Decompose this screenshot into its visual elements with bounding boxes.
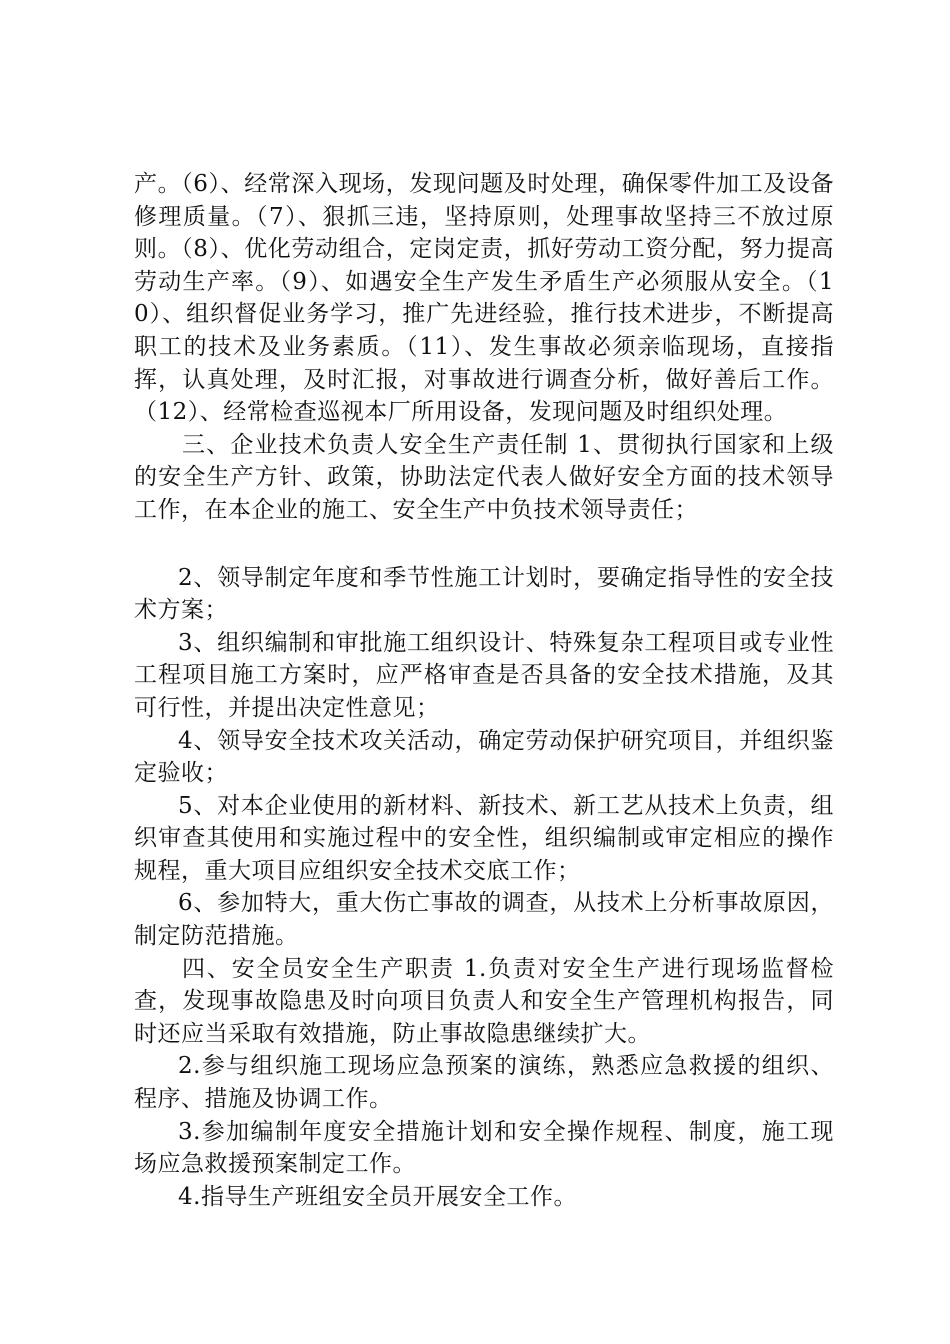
paragraph-item-3: 3、组织编制和审批施工组织设计、特殊复杂工程项目或专业性工程项目施工方案时，应严格审查是否具备的安全技术措施，及其可行性，并提出决定性意见；	[134, 629, 834, 721]
paragraph-safety-item-2: 2.参与组织施工现场应急预案的演练，熟悉应急救援的组织、程序、措施及协调工作。	[134, 1053, 834, 1113]
paragraph-safety-item-3: 3.参加编制年度安全措施计划和安全操作规程、制度，施工现场应急救援预案制定工作。	[134, 1118, 834, 1178]
paragraph-item-6: 6、参加特大，重大伤亡事故的调查，从技术上分析事故原因，制定防范措施。	[134, 890, 834, 950]
paragraph-item-2: 2、领导制定年度和季节性施工计划时，要确定指导性的安全技术方案；	[134, 564, 834, 624]
paragraph-item-4: 4、领导安全技术攻关活动，确定劳动保护研究项目，并组织鉴定验收；	[134, 727, 834, 787]
paragraph-section-4-heading: 四、安全员安全生产职责 1.负责对安全生产进行现场监督检查，发现事故隐患及时向项目负责人和安全生产管理机构报告，同时还应当采取有效措施，防止事故隐患继续扩大。	[134, 955, 834, 1047]
paragraph-item-5: 5、对本企业使用的新材料、新技术、新工艺从技术上负责，组织审查其使用和实施过程中的安全性，组织编制或审定相应的操作规程，重大项目应组织安全技术交底工作；	[134, 792, 834, 884]
document-body	[134, 168, 834, 1213]
paragraph-factory-manager-duties: 产。（6）、经常深入现场，发现问题及时处理，确保零件加工及设备修理质量。（7）、狠抓三违，坚持原则，处理事故坚持三不放过原则。（8）、优化劳动组合，定岗定责，抓好劳动工资分配，努力提高劳动生产率。（9）、如遇安全生产发生矛盾生产必须服从安全。（10）、组织督促业务学习，推广先进经验，推行技术进步，不断提高职工的技术及业务素质。（11）、发生事故必须亲临现场，直接指挥，认真处理，及时汇报，对事故进行调查分析，做好善后工作。（12）、经常检查巡视本厂所用设备，发现问题及时组织处理。	[134, 171, 834, 426]
paragraph-safety-item-4: 4.指导生产班组安全员开展安全工作。	[178, 1183, 577, 1210]
paragraph-section-3-heading: 三、企业技术负责人安全生产责任制 1、贯彻执行国家和上级的安全生产方针、政策，协助法定代表人做好安全方面的技术领导工作，在本企业的施工、安全生产中负技术领导责任；	[134, 431, 834, 523]
